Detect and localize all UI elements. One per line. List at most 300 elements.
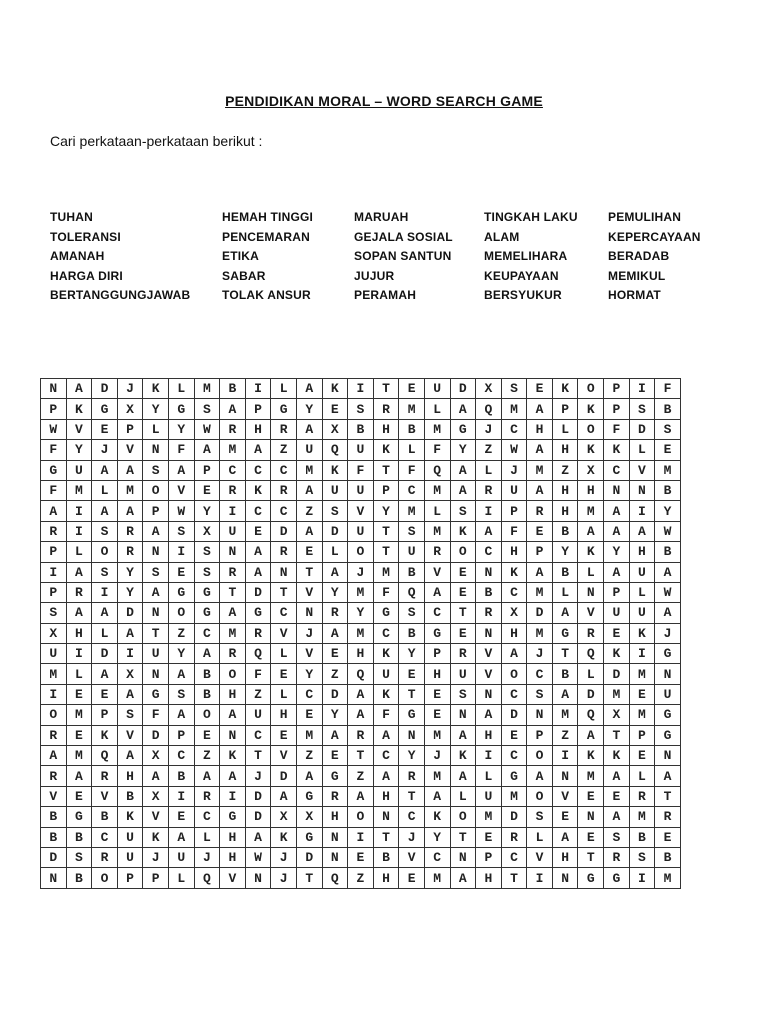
grid-cell[interactable]: J <box>143 847 169 867</box>
grid-cell[interactable]: N <box>143 542 169 562</box>
grid-cell[interactable]: E <box>66 786 92 806</box>
grid-cell[interactable]: H <box>552 847 578 867</box>
grid-cell[interactable]: G <box>66 807 92 827</box>
grid-cell[interactable]: C <box>476 542 502 562</box>
grid-cell[interactable]: E <box>604 786 630 806</box>
grid-cell[interactable]: L <box>476 460 502 480</box>
grid-cell[interactable]: A <box>348 786 374 806</box>
grid-cell[interactable]: J <box>271 847 297 867</box>
grid-cell[interactable]: L <box>450 786 476 806</box>
grid-cell[interactable]: Y <box>168 419 194 439</box>
grid-cell[interactable]: K <box>578 542 604 562</box>
grid-cell[interactable]: Q <box>245 644 271 664</box>
grid-cell[interactable]: H <box>322 807 348 827</box>
grid-cell[interactable]: A <box>604 521 630 541</box>
grid-cell[interactable]: N <box>476 623 502 643</box>
grid-cell[interactable]: E <box>629 684 655 704</box>
grid-cell[interactable]: A <box>322 725 348 745</box>
grid-cell[interactable]: A <box>578 725 604 745</box>
grid-cell[interactable]: T <box>450 603 476 623</box>
grid-cell[interactable]: N <box>41 379 67 399</box>
grid-cell[interactable]: C <box>527 664 553 684</box>
grid-cell[interactable]: F <box>41 440 67 460</box>
grid-cell[interactable]: N <box>399 725 425 745</box>
grid-cell[interactable]: A <box>348 684 374 704</box>
grid-cell[interactable]: B <box>476 582 502 602</box>
grid-cell[interactable]: I <box>629 644 655 664</box>
grid-cell[interactable]: X <box>578 460 604 480</box>
grid-cell[interactable]: A <box>245 440 271 460</box>
grid-cell[interactable]: V <box>271 746 297 766</box>
grid-cell[interactable]: D <box>245 807 271 827</box>
grid-cell[interactable]: T <box>348 746 374 766</box>
grid-cell[interactable]: P <box>92 705 118 725</box>
grid-cell[interactable]: L <box>92 480 118 500</box>
grid-cell[interactable]: Z <box>552 460 578 480</box>
grid-cell[interactable]: N <box>578 807 604 827</box>
grid-cell[interactable]: A <box>117 501 143 521</box>
grid-cell[interactable]: Q <box>578 644 604 664</box>
grid-cell[interactable]: B <box>117 786 143 806</box>
grid-cell[interactable]: R <box>41 766 67 786</box>
grid-cell[interactable]: V <box>578 603 604 623</box>
grid-cell[interactable]: T <box>450 827 476 847</box>
grid-cell[interactable]: J <box>527 644 553 664</box>
grid-cell[interactable]: T <box>271 582 297 602</box>
grid-cell[interactable]: G <box>271 399 297 419</box>
grid-cell[interactable]: H <box>348 644 374 664</box>
grid-cell[interactable]: U <box>501 480 527 500</box>
grid-cell[interactable]: R <box>271 480 297 500</box>
grid-cell[interactable]: H <box>552 501 578 521</box>
grid-cell[interactable]: Z <box>168 623 194 643</box>
grid-cell[interactable]: Y <box>399 746 425 766</box>
grid-cell[interactable]: P <box>41 542 67 562</box>
grid-cell[interactable]: T <box>399 786 425 806</box>
grid-cell[interactable]: A <box>450 766 476 786</box>
grid-cell[interactable]: C <box>220 460 246 480</box>
grid-cell[interactable]: A <box>66 603 92 623</box>
grid-cell[interactable]: Q <box>92 746 118 766</box>
grid-cell[interactable]: X <box>322 419 348 439</box>
grid-cell[interactable]: C <box>194 807 220 827</box>
grid-cell[interactable]: O <box>450 807 476 827</box>
grid-cell[interactable]: Z <box>322 664 348 684</box>
grid-cell[interactable]: U <box>245 705 271 725</box>
grid-cell[interactable]: H <box>629 542 655 562</box>
grid-cell[interactable]: T <box>373 827 399 847</box>
grid-cell[interactable]: H <box>220 684 246 704</box>
grid-cell[interactable]: B <box>92 807 118 827</box>
grid-cell[interactable]: C <box>271 460 297 480</box>
grid-cell[interactable]: H <box>373 419 399 439</box>
grid-cell[interactable]: K <box>450 521 476 541</box>
grid-cell[interactable]: J <box>245 766 271 786</box>
grid-cell[interactable]: G <box>655 644 681 664</box>
grid-cell[interactable]: K <box>604 746 630 766</box>
grid-cell[interactable]: Z <box>271 440 297 460</box>
grid-cell[interactable]: G <box>245 603 271 623</box>
grid-cell[interactable]: M <box>66 746 92 766</box>
grid-cell[interactable]: R <box>655 807 681 827</box>
grid-cell[interactable]: G <box>552 623 578 643</box>
grid-cell[interactable]: P <box>501 501 527 521</box>
grid-cell[interactable]: N <box>655 746 681 766</box>
grid-cell[interactable]: H <box>501 623 527 643</box>
grid-cell[interactable]: L <box>194 827 220 847</box>
grid-cell[interactable]: L <box>399 440 425 460</box>
grid-cell[interactable]: F <box>168 440 194 460</box>
grid-cell[interactable]: B <box>66 868 92 888</box>
grid-cell[interactable]: P <box>117 868 143 888</box>
grid-cell[interactable]: I <box>220 501 246 521</box>
grid-cell[interactable]: N <box>655 664 681 684</box>
grid-cell[interactable]: S <box>501 379 527 399</box>
grid-cell[interactable]: R <box>424 542 450 562</box>
grid-cell[interactable]: D <box>143 725 169 745</box>
grid-cell[interactable]: Y <box>348 603 374 623</box>
grid-cell[interactable]: L <box>552 419 578 439</box>
grid-cell[interactable]: A <box>117 746 143 766</box>
grid-cell[interactable]: B <box>220 379 246 399</box>
grid-cell[interactable]: O <box>348 542 374 562</box>
grid-cell[interactable]: V <box>168 480 194 500</box>
grid-cell[interactable]: U <box>348 480 374 500</box>
grid-cell[interactable]: L <box>629 766 655 786</box>
grid-cell[interactable]: D <box>501 807 527 827</box>
grid-cell[interactable]: T <box>373 542 399 562</box>
grid-cell[interactable]: I <box>168 542 194 562</box>
grid-cell[interactable]: P <box>168 725 194 745</box>
grid-cell[interactable]: Y <box>296 664 322 684</box>
grid-cell[interactable]: E <box>476 827 502 847</box>
grid-cell[interactable]: B <box>399 562 425 582</box>
grid-cell[interactable]: O <box>194 705 220 725</box>
grid-cell[interactable]: R <box>220 644 246 664</box>
grid-cell[interactable]: B <box>552 562 578 582</box>
grid-cell[interactable]: A <box>476 521 502 541</box>
grid-cell[interactable]: I <box>552 746 578 766</box>
grid-cell[interactable]: N <box>322 827 348 847</box>
grid-cell[interactable]: H <box>220 847 246 867</box>
grid-cell[interactable]: E <box>399 379 425 399</box>
grid-cell[interactable]: O <box>220 664 246 684</box>
grid-cell[interactable]: P <box>143 868 169 888</box>
grid-cell[interactable]: M <box>629 705 655 725</box>
grid-cell[interactable]: R <box>220 562 246 582</box>
grid-cell[interactable]: Q <box>578 705 604 725</box>
grid-cell[interactable]: B <box>552 521 578 541</box>
grid-cell[interactable]: D <box>245 582 271 602</box>
grid-cell[interactable]: X <box>604 705 630 725</box>
grid-cell[interactable]: R <box>271 419 297 439</box>
grid-cell[interactable]: A <box>527 399 553 419</box>
grid-cell[interactable]: M <box>66 480 92 500</box>
grid-cell[interactable]: D <box>578 684 604 704</box>
grid-cell[interactable]: I <box>245 379 271 399</box>
grid-cell[interactable]: S <box>194 542 220 562</box>
grid-cell[interactable]: S <box>348 399 374 419</box>
grid-cell[interactable]: A <box>629 521 655 541</box>
grid-cell[interactable]: C <box>168 746 194 766</box>
grid-cell[interactable]: Q <box>399 582 425 602</box>
grid-cell[interactable]: G <box>322 766 348 786</box>
grid-cell[interactable]: A <box>296 766 322 786</box>
grid-cell[interactable]: F <box>348 460 374 480</box>
grid-cell[interactable]: H <box>117 766 143 786</box>
grid-cell[interactable]: X <box>296 807 322 827</box>
grid-cell[interactable]: U <box>424 379 450 399</box>
grid-cell[interactable]: E <box>271 664 297 684</box>
grid-cell[interactable]: P <box>373 480 399 500</box>
grid-cell[interactable]: M <box>424 419 450 439</box>
grid-cell[interactable]: T <box>501 868 527 888</box>
grid-cell[interactable]: N <box>527 705 553 725</box>
grid-cell[interactable]: D <box>271 766 297 786</box>
grid-cell[interactable]: U <box>117 827 143 847</box>
grid-cell[interactable]: P <box>194 460 220 480</box>
grid-cell[interactable]: P <box>245 399 271 419</box>
grid-cell[interactable]: M <box>41 664 67 684</box>
grid-cell[interactable]: N <box>220 542 246 562</box>
grid-cell[interactable]: U <box>348 521 374 541</box>
grid-cell[interactable]: A <box>552 827 578 847</box>
grid-cell[interactable]: E <box>66 725 92 745</box>
grid-cell[interactable]: I <box>66 521 92 541</box>
grid-cell[interactable]: T <box>143 623 169 643</box>
grid-cell[interactable]: P <box>117 419 143 439</box>
grid-cell[interactable]: J <box>501 460 527 480</box>
grid-cell[interactable]: M <box>527 460 553 480</box>
grid-cell[interactable]: M <box>424 766 450 786</box>
grid-cell[interactable]: W <box>194 419 220 439</box>
grid-cell[interactable]: U <box>629 603 655 623</box>
grid-cell[interactable]: N <box>245 868 271 888</box>
grid-cell[interactable]: A <box>424 786 450 806</box>
grid-cell[interactable]: A <box>41 746 67 766</box>
grid-cell[interactable]: N <box>552 868 578 888</box>
grid-cell[interactable]: Q <box>194 868 220 888</box>
grid-cell[interactable]: C <box>245 501 271 521</box>
grid-cell[interactable]: D <box>604 664 630 684</box>
grid-cell[interactable]: A <box>168 460 194 480</box>
grid-cell[interactable]: A <box>143 766 169 786</box>
grid-cell[interactable]: R <box>322 786 348 806</box>
grid-cell[interactable]: M <box>348 582 374 602</box>
grid-cell[interactable]: F <box>655 379 681 399</box>
grid-cell[interactable]: R <box>92 766 118 786</box>
grid-cell[interactable]: S <box>92 562 118 582</box>
grid-cell[interactable]: L <box>143 419 169 439</box>
grid-cell[interactable]: H <box>552 440 578 460</box>
grid-cell[interactable]: N <box>450 847 476 867</box>
grid-cell[interactable]: S <box>41 603 67 623</box>
grid-cell[interactable]: X <box>143 786 169 806</box>
grid-cell[interactable]: M <box>527 623 553 643</box>
grid-cell[interactable]: U <box>604 603 630 623</box>
grid-cell[interactable]: B <box>41 807 67 827</box>
grid-cell[interactable]: M <box>348 623 374 643</box>
grid-cell[interactable]: C <box>501 746 527 766</box>
grid-cell[interactable]: C <box>501 684 527 704</box>
grid-cell[interactable]: Y <box>322 705 348 725</box>
grid-cell[interactable]: S <box>194 399 220 419</box>
grid-cell[interactable]: H <box>501 542 527 562</box>
grid-cell[interactable]: B <box>655 399 681 419</box>
grid-cell[interactable]: J <box>399 827 425 847</box>
grid-cell[interactable]: V <box>92 786 118 806</box>
grid-cell[interactable]: R <box>527 501 553 521</box>
grid-cell[interactable]: T <box>245 746 271 766</box>
grid-cell[interactable]: D <box>92 644 118 664</box>
grid-cell[interactable]: Z <box>348 766 374 786</box>
grid-cell[interactable]: E <box>450 623 476 643</box>
grid-cell[interactable]: X <box>143 746 169 766</box>
grid-cell[interactable]: L <box>271 379 297 399</box>
grid-cell[interactable]: E <box>168 807 194 827</box>
grid-cell[interactable]: Y <box>399 644 425 664</box>
grid-cell[interactable]: L <box>629 582 655 602</box>
grid-cell[interactable]: C <box>194 623 220 643</box>
grid-cell[interactable]: H <box>578 480 604 500</box>
grid-cell[interactable]: S <box>629 399 655 419</box>
grid-cell[interactable]: K <box>373 440 399 460</box>
grid-cell[interactable]: R <box>66 582 92 602</box>
grid-cell[interactable]: M <box>220 623 246 643</box>
grid-cell[interactable]: P <box>604 379 630 399</box>
grid-cell[interactable]: E <box>66 684 92 704</box>
grid-cell[interactable]: E <box>527 521 553 541</box>
grid-cell[interactable]: I <box>66 644 92 664</box>
grid-cell[interactable]: H <box>271 705 297 725</box>
grid-cell[interactable]: C <box>271 603 297 623</box>
grid-cell[interactable]: O <box>41 705 67 725</box>
grid-cell[interactable]: K <box>271 827 297 847</box>
grid-cell[interactable]: U <box>629 562 655 582</box>
grid-cell[interactable]: M <box>629 807 655 827</box>
grid-cell[interactable]: S <box>527 807 553 827</box>
grid-cell[interactable]: A <box>450 868 476 888</box>
grid-cell[interactable]: U <box>66 460 92 480</box>
grid-cell[interactable]: C <box>501 582 527 602</box>
grid-cell[interactable]: Z <box>296 746 322 766</box>
grid-cell[interactable]: L <box>168 868 194 888</box>
grid-cell[interactable]: I <box>629 501 655 521</box>
grid-cell[interactable]: A <box>194 766 220 786</box>
grid-cell[interactable]: L <box>424 399 450 419</box>
grid-cell[interactable]: R <box>220 419 246 439</box>
grid-cell[interactable]: P <box>527 725 553 745</box>
grid-cell[interactable]: N <box>143 440 169 460</box>
grid-cell[interactable]: G <box>296 786 322 806</box>
grid-cell[interactable]: D <box>501 705 527 725</box>
grid-cell[interactable]: E <box>424 705 450 725</box>
grid-cell[interactable]: N <box>143 664 169 684</box>
grid-cell[interactable]: A <box>194 644 220 664</box>
grid-cell[interactable]: V <box>476 664 502 684</box>
grid-cell[interactable]: E <box>424 684 450 704</box>
grid-cell[interactable]: Y <box>168 644 194 664</box>
grid-cell[interactable]: P <box>552 399 578 419</box>
grid-cell[interactable]: H <box>476 868 502 888</box>
grid-cell[interactable]: C <box>604 460 630 480</box>
grid-cell[interactable]: K <box>143 379 169 399</box>
grid-cell[interactable]: I <box>476 501 502 521</box>
grid-cell[interactable]: K <box>552 379 578 399</box>
grid-cell[interactable]: A <box>296 379 322 399</box>
grid-cell[interactable]: R <box>348 725 374 745</box>
grid-cell[interactable]: J <box>117 379 143 399</box>
grid-cell[interactable]: C <box>399 480 425 500</box>
grid-cell[interactable]: I <box>41 562 67 582</box>
grid-cell[interactable]: M <box>373 562 399 582</box>
grid-cell[interactable]: A <box>552 684 578 704</box>
grid-cell[interactable]: N <box>476 562 502 582</box>
grid-cell[interactable]: B <box>66 827 92 847</box>
grid-cell[interactable]: S <box>143 460 169 480</box>
grid-cell[interactable]: I <box>92 582 118 602</box>
grid-cell[interactable]: A <box>552 603 578 623</box>
grid-cell[interactable]: K <box>629 623 655 643</box>
grid-cell[interactable]: A <box>168 705 194 725</box>
grid-cell[interactable]: C <box>424 847 450 867</box>
grid-cell[interactable]: G <box>604 868 630 888</box>
grid-cell[interactable]: E <box>322 399 348 419</box>
grid-cell[interactable]: Z <box>476 440 502 460</box>
grid-cell[interactable]: B <box>399 419 425 439</box>
grid-cell[interactable]: J <box>424 746 450 766</box>
grid-cell[interactable]: K <box>245 480 271 500</box>
grid-cell[interactable]: F <box>245 664 271 684</box>
grid-cell[interactable]: E <box>629 746 655 766</box>
grid-cell[interactable]: N <box>373 807 399 827</box>
grid-cell[interactable]: O <box>348 807 374 827</box>
grid-cell[interactable]: I <box>527 868 553 888</box>
grid-cell[interactable]: B <box>399 623 425 643</box>
grid-cell[interactable]: M <box>552 705 578 725</box>
grid-cell[interactable]: E <box>296 542 322 562</box>
grid-cell[interactable]: A <box>373 725 399 745</box>
grid-cell[interactable]: I <box>629 379 655 399</box>
grid-cell[interactable]: M <box>399 501 425 521</box>
grid-cell[interactable]: D <box>245 786 271 806</box>
grid-cell[interactable]: Y <box>296 399 322 419</box>
grid-cell[interactable]: T <box>373 460 399 480</box>
grid-cell[interactable]: K <box>117 807 143 827</box>
grid-cell[interactable]: S <box>194 562 220 582</box>
grid-cell[interactable]: E <box>604 623 630 643</box>
grid-cell[interactable]: P <box>604 582 630 602</box>
grid-cell[interactable]: A <box>168 664 194 684</box>
grid-cell[interactable]: L <box>629 440 655 460</box>
grid-cell[interactable]: K <box>143 827 169 847</box>
grid-cell[interactable]: B <box>552 664 578 684</box>
grid-cell[interactable]: V <box>117 725 143 745</box>
grid-cell[interactable]: T <box>220 582 246 602</box>
grid-cell[interactable]: P <box>476 847 502 867</box>
grid-cell[interactable]: A <box>245 827 271 847</box>
grid-cell[interactable]: G <box>168 399 194 419</box>
grid-cell[interactable]: V <box>220 868 246 888</box>
grid-cell[interactable]: N <box>578 582 604 602</box>
grid-cell[interactable]: C <box>271 501 297 521</box>
grid-cell[interactable]: E <box>245 521 271 541</box>
grid-cell[interactable]: L <box>322 542 348 562</box>
grid-cell[interactable]: L <box>66 542 92 562</box>
grid-cell[interactable]: R <box>220 480 246 500</box>
grid-cell[interactable]: T <box>296 562 322 582</box>
grid-cell[interactable]: A <box>578 521 604 541</box>
